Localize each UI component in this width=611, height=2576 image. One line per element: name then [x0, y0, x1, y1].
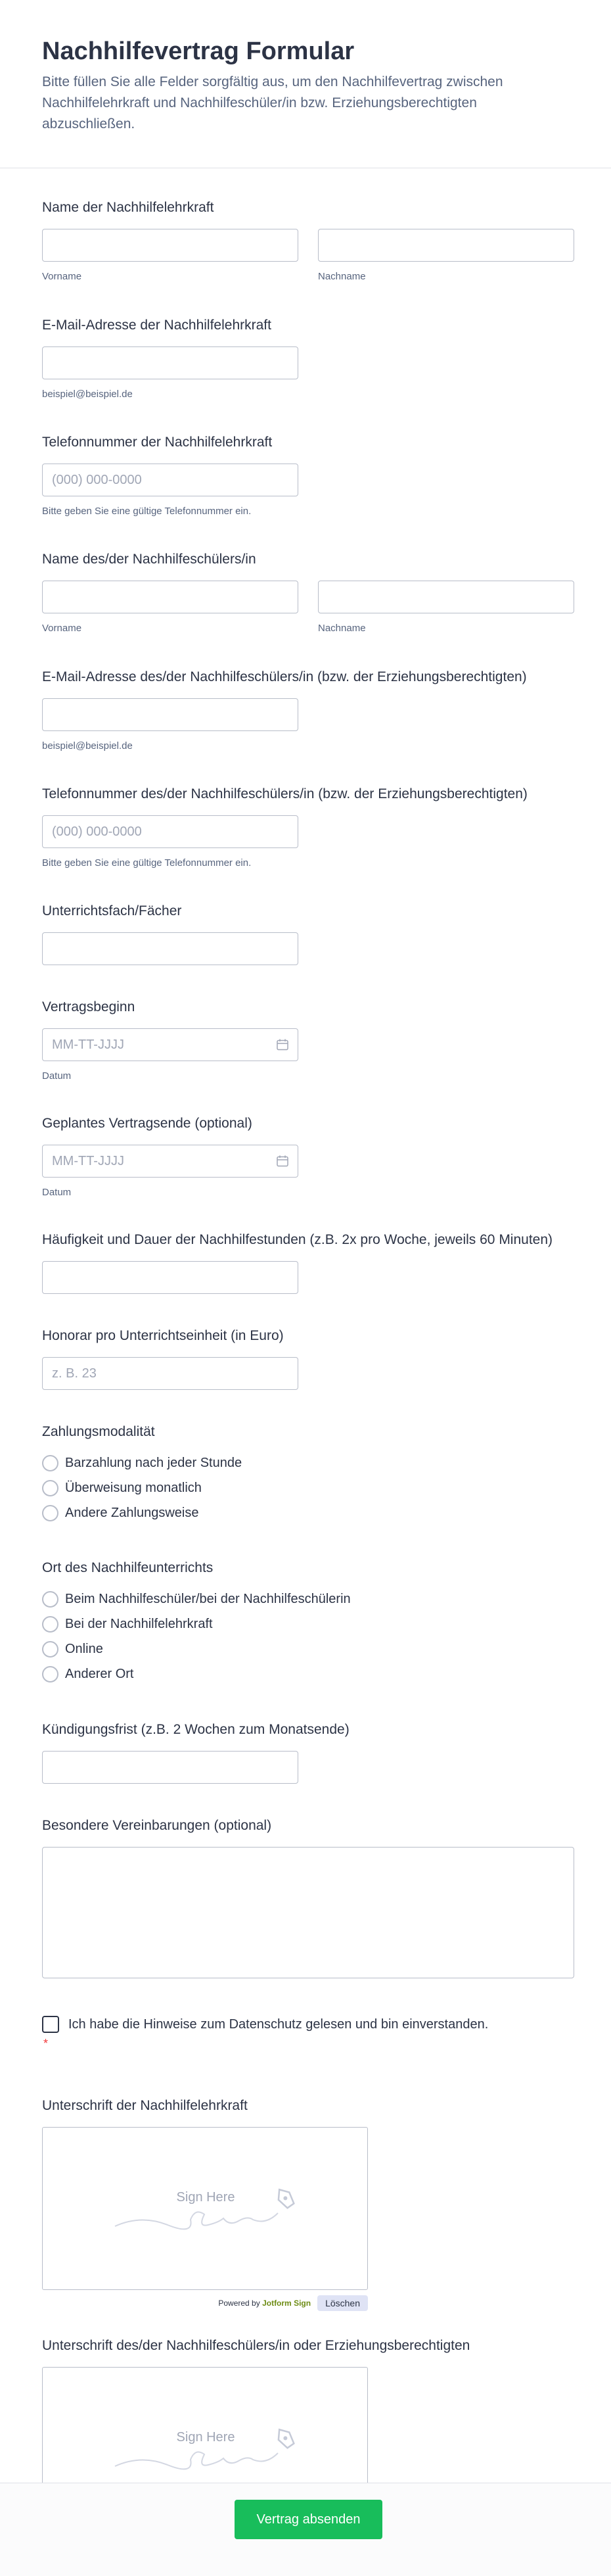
- radio-label: Beim Nachhilfeschüler/bei der Nachhilfeschülerin: [65, 1591, 351, 1606]
- location-field: [42, 1560, 575, 1686]
- start-date-field: [42, 999, 575, 1082]
- payment-field: [42, 1423, 575, 1525]
- payment-label: Zahlungsmodalität: [42, 1424, 155, 1439]
- consent-checkbox[interactable]: [42, 2016, 59, 2033]
- sign-here-text: Sign Here: [176, 2430, 235, 2445]
- radio-button[interactable]: [42, 1455, 58, 1471]
- tutor-last-name-input[interactable]: [318, 229, 574, 262]
- calendar-icon[interactable]: [276, 1038, 289, 1051]
- subject-label: Unterrichtsfach/Fächer: [42, 903, 182, 918]
- submit-button[interactable]: Vertrag absenden: [235, 2500, 382, 2539]
- agreements-textarea[interactable]: [42, 1847, 574, 1978]
- student-email-label: E-Mail-Adresse des/der Nachhilfeschülers/in (bzw. der Erziehungsberechtigten): [42, 669, 527, 684]
- radio-button[interactable]: [42, 1505, 58, 1521]
- student-first-name-sublabel: Vorname: [42, 623, 82, 634]
- location-options: [42, 1586, 575, 1686]
- sign-here-text: Sign Here: [176, 2190, 235, 2205]
- radio-label: Überweisung monatlich: [65, 1480, 202, 1495]
- tutor-signature-label: Unterschrift der Nachhilfelehrkraft: [42, 2098, 248, 2113]
- student-name-label: Name des/der Nachhilfeschülers/in: [42, 552, 256, 567]
- radio-label: Bei der Nachhilfelehrkraft: [65, 1616, 213, 1631]
- form-description: Bitte füllen Sie alle Felder sorgfältig aus, um den Nachhilfevertrag zwischen Nachhilfelehrkraft und Nachhilfeschüler/in bzw. Erziehungsberechtigten abzuschließen.: [42, 74, 503, 131]
- student-phone-label: Telefonnummer des/der Nachhilfeschülers/in (bzw. der Erziehungsberechtigten): [42, 786, 528, 801]
- tutor-email-field: [42, 317, 575, 400]
- tutor-signature-pad[interactable]: [42, 2127, 368, 2290]
- radio-button[interactable]: [42, 1591, 58, 1608]
- fee-field: [42, 1327, 575, 1390]
- pen-icon: [274, 2426, 296, 2450]
- student-phone-field: [42, 786, 575, 869]
- tutor-email-label: E-Mail-Adresse der Nachhilfelehrkraft: [42, 318, 271, 333]
- sign-here-graphic: [43, 2128, 369, 2291]
- form-header: [0, 0, 611, 168]
- frequency-input[interactable]: [42, 1261, 298, 1294]
- tutor-first-name-input[interactable]: [42, 229, 298, 262]
- tutor-phone-input[interactable]: [42, 464, 298, 496]
- clear-signature-button[interactable]: Löschen: [317, 2295, 368, 2311]
- student-signature-label: Unterschrift des/der Nachhilfeschülers/in oder Erziehungsberechtigten: [42, 2338, 470, 2353]
- end-date-field: [42, 1115, 575, 1198]
- location-option[interactable]: [42, 1661, 575, 1686]
- powered-by-text: Powered by Jotform Sign: [218, 2299, 311, 2308]
- end-date-input[interactable]: [42, 1145, 298, 1178]
- form-title: Nachhilfevertrag Formular: [42, 37, 355, 65]
- payment-option[interactable]: [42, 1500, 575, 1525]
- tutor-email-sublabel: beispiel@beispiel.de: [42, 389, 133, 400]
- location-option[interactable]: [42, 1636, 575, 1661]
- consent-label: Ich habe die Hinweise zum Datenschutz gelesen und bin einverstanden.: [68, 2016, 489, 2032]
- tutor-phone-field: [42, 434, 575, 517]
- student-email-sublabel: beispiel@beispiel.de: [42, 740, 133, 751]
- required-indicator: *: [43, 2037, 49, 2050]
- tutor-name-field: [42, 199, 575, 282]
- tutor-phone-sublabel: Bitte geben Sie eine gültige Telefonnummer ein.: [42, 506, 252, 517]
- tutor-email-input[interactable]: [42, 346, 298, 379]
- radio-label: Andere Zahlungsweise: [65, 1505, 199, 1520]
- radio-label: Anderer Ort: [65, 1666, 134, 1681]
- radio-label: Barzahlung nach jeder Stunde: [65, 1455, 242, 1470]
- start-date-label: Vertragsbeginn: [42, 999, 135, 1014]
- radio-label: Online: [65, 1641, 103, 1656]
- location-option[interactable]: [42, 1586, 575, 1611]
- notice-input[interactable]: [42, 1751, 298, 1784]
- student-phone-sublabel: Bitte geben Sie eine gültige Telefonnummer ein.: [42, 857, 252, 869]
- tutor-first-name-sublabel: Vorname: [42, 271, 82, 282]
- payment-option[interactable]: [42, 1475, 575, 1500]
- payment-options: [42, 1450, 575, 1525]
- student-email-input[interactable]: [42, 698, 298, 731]
- agreements-label: Besondere Vereinbarungen (optional): [42, 1818, 272, 1833]
- start-date-sublabel: Datum: [42, 1070, 72, 1082]
- notice-label: Kündigungsfrist (z.B. 2 Wochen zum Monatsende): [42, 1722, 350, 1737]
- form-body: [0, 199, 611, 2551]
- location-label: Ort des Nachhilfeunterrichts: [42, 1560, 214, 1575]
- student-first-name-input[interactable]: [42, 581, 298, 613]
- student-name-field: [42, 551, 575, 634]
- tutor-signature-field: [42, 2097, 575, 2311]
- subject-field: [42, 903, 575, 965]
- end-date-label: Geplantes Vertragsende (optional): [42, 1116, 252, 1131]
- radio-button[interactable]: [42, 1480, 58, 1496]
- tutor-last-name-sublabel: Nachname: [318, 271, 366, 282]
- calendar-icon[interactable]: [276, 1155, 289, 1168]
- subject-input[interactable]: [42, 932, 298, 965]
- notice-field: [42, 1721, 575, 1784]
- end-date-sublabel: Datum: [42, 1187, 72, 1198]
- pen-icon: [274, 2186, 296, 2210]
- radio-button[interactable]: [42, 1666, 58, 1682]
- fee-label: Honorar pro Unterrichtseinheit (in Euro): [42, 1328, 284, 1343]
- location-option[interactable]: [42, 1611, 575, 1636]
- consent-field: [42, 2016, 575, 2050]
- fee-input[interactable]: [42, 1357, 298, 1390]
- tutor-name-label: Name der Nachhilfelehrkraft: [42, 200, 214, 215]
- radio-button[interactable]: [42, 1641, 58, 1658]
- agreements-field: [42, 1817, 575, 1978]
- frequency-label: Häufigkeit und Dauer der Nachhilfestunden (z.B. 2x pro Woche, jeweils 60 Minuten): [42, 1232, 553, 1247]
- payment-option[interactable]: [42, 1450, 575, 1475]
- start-date-input[interactable]: [42, 1028, 298, 1061]
- student-phone-input[interactable]: [42, 815, 298, 848]
- radio-button[interactable]: [42, 1616, 58, 1633]
- tutor-phone-label: Telefonnummer der Nachhilfelehrkraft: [42, 435, 273, 450]
- student-email-field: [42, 669, 575, 751]
- student-last-name-input[interactable]: [318, 581, 574, 613]
- student-last-name-sublabel: Nachname: [318, 623, 366, 634]
- frequency-field: [42, 1231, 575, 1294]
